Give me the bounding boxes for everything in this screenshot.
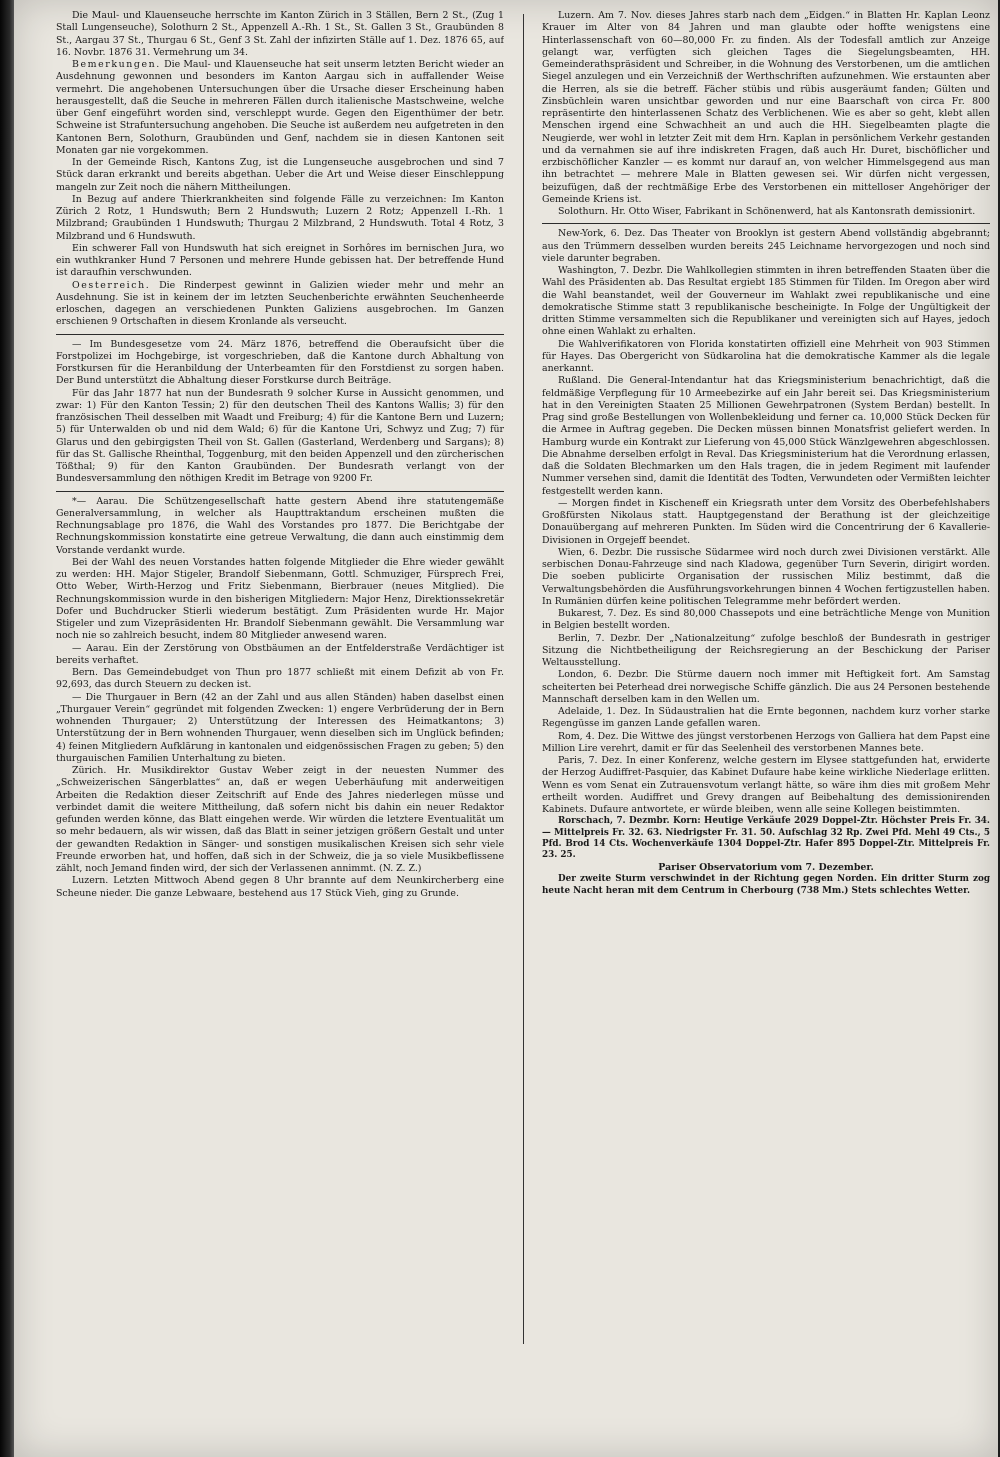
article-paragraph: In der Gemeinde Risch, Kantons Zug, ist die Lungenseuche ausgebrochen und sind 7 Stück daran erkrankt und bereits abgethan. Ueber die Art und Weise dieser Einschleppung mangeln zur Zeit noch die nähern Mittheilungen. [56, 157, 504, 193]
article-paragraph: Luzern. Am 7. Nov. dieses Jahres starb nach dem „Eidgen.“ in Blatten Hr. Kaplan Leonz Krauer im Alter von 84 Jahren und man glaubte oder hoffte wenigstens eine Hinterlassenschaft von 60—80,000 Fr. zu finden. Als der Todesfall amtlich zur Anzeige gelangt war, verfügten sich gleichen Tages die Siegelungsbeamten, HH. Gemeinderathspräsident und Schreiber, in die Wohnung des Verstorbenen, um die amtlichen Siegel anzulegen und ein Verzeichniß der Werthschriften aufzunehmen. Wie erstaunten aber die Herren, als sie die betreff. Fächer stübis und rübis ausgeräumt fanden; Gülten und Zinsbüchlein waren unsichtbar geworden und nur eine Baarschaft von circa Fr. 800 repräsentirte den hinterlassenen Schatz des Verblichenen. Wie es aber so geht, klebt allen Menschen irgend eine Schwachheit an und auch die HH. Siegelbeamten plagte die Neugierde, wer wohl in letzter Zeit mit dem Hrn. Kaplan in persönlichem Verkehr gestanden und da vernahmen sie auf ihre indiskreten Fragen, daß auch Hr. Duret, bischöflicher und erzbischöflicher Kanzler — es kommt nur darauf an, von welcher Himmelsgegend aus man ihn betrachtet — mehrere Male in Blatten gewesen sei. Wir dürfen nicht vergessen, beizufügen, daß der rechtmäßige Erbe des Verstorbenen ein mittelloser Angehöriger der Gemeinde Kriens ist. [542, 10, 990, 205]
article-paragraph: — Morgen findet in Kischeneff ein Kriegsrath unter dem Vorsitz des Oberbefehlshabers Großfürsten Nikolaus statt. Hauptgegenstand der Berathung ist der gleichzeitige Donauübergang auf mehreren Punkten. Im Süden wird die Concentrirung der 6 Kavallerie-Divisionen in Orgejeff beendet. [542, 497, 990, 546]
newspaper-page [14, 0, 998, 1457]
market-report: Rorschach, 7. Dezmbr. Korn: Heutige Verkäufe 2029 Doppel-Ztr. Höchster Preis Fr. 34. — Mittelpreis Fr. 32. 63. Niedrigster Fr. 31. 50. Aufschlag 32 Rp. Zwei Pfd. Mehl 49 Cts., 5 Pfd. Brod 14 Cts. Wochenverkäufe 1304 Doppel-Ztr. Hafer 895 Doppel-Ztr. Mittelpreis Fr. 23. 25. [542, 816, 990, 861]
article-paragraph: Ein schwerer Fall von Hundswuth hat sich ereignet in Sorhôres im bernischen Jura, wo ein wuthkranker Hund 7 Personen und mehrere Hunde gebissen hat. Der betreffende Hund ist daraufhin verschwunden. [56, 242, 504, 279]
article-paragraph: — Im Bundesgesetze vom 24. März 1876, betreffend die Oberaufsicht über die Forstpolizei im Hochgebirge, ist vorgeschrieben, daß die Kantone durch Abhaltung von Forstkursen für die Heranbildung der Unterbeamten für den Forstdienst zu sorgen haben. Der Bund unterstützt die Abhaltung dieser Forstkurse durch Beiträge. [56, 338, 504, 387]
article-paragraph [56, 280, 504, 329]
source-attribution: (N. Z. Z.) [378, 863, 422, 874]
paragraph-text: Zürich. Hr. Musikdirektor Gustav Weber zeigt in der neuesten Nummer des „Schweizerischen Sängerblattes“ an, daß er wegen Ueberhäufung mit anderweitigen Arbeiten die Redaktion dieser Zeitschrift auf Ende des Jahres niederlegen müsse und verbindet damit die weitere Mittheilung, daß sofern nicht bis dahin ein neuer Redaktor gefunden werden könne, das Blatt eingehen werde. Wir würden die letztere Eventualität um so mehr bedauern, als wir wissen, daß das Blatt in seiner jetzigen größern Gestalt und unter der gewandten Redaktion in Sänger- und sonstigen musikalischen Kreisen sich sehr viele Freunde erworben hat, und hoffen, daß sich in der Schweiz, die ja so viele Musikbeflissene zählt, noch Jemand finden wird, der sich der Verlassenen annimmt. [56, 765, 504, 874]
article-paragraph [56, 765, 504, 875]
article-paragraph: Berlin, 7. Dezbr. Der „Nationalzeitung“ zufolge beschloß der Bundesrath in gestriger Sitzung die Nichtbetheiligung der Reichsregierung an der Beschickung der Pariser Weltausstellung. [542, 632, 990, 668]
section-divider [56, 491, 504, 492]
paragraph-text: Die Rinderpest gewinnt in Galizien wieder mehr und mehr an Ausdehnung. Sie ist in keinem der im letzten Seuchenberichte erwähnten Seuchenheerde erloschen, dagegen an verschiedenen Punkten Galiziens ausgebrochen. Im Ganzen erschienen 9 Ortschaften in diesem Kronlande als verseucht. [56, 279, 504, 328]
article-paragraph: In Bezug auf andere Thierkrankheiten sind folgende Fälle zu verzeichnen: Im Kanton Zürich 2 Rotz, 1 Hundswuth; Bern 2 Hundswuth; Luzern 2 Rotz; Appenzell I.-Rh. 1 Milzbrand; Graubünden 1 Hundswuth; Thurgau 2 Milzbrand, 2 Hundswuth. Total 4 Rotz, 3 Milzbrand und 6 Hundswuth. [56, 193, 504, 242]
section-divider [542, 223, 990, 224]
right-column [542, 10, 990, 1450]
article-paragraph: Rom, 4. Dez. Die Wittwe des jüngst verstorbenen Herzogs von Galliera hat dem Papst eine Million Lire verehrt, damit er für das Seelenheil des verstorbenen Mannes bete. [542, 730, 990, 754]
column-divider [523, 14, 524, 1344]
article-paragraph: Bern. Das Gemeindebudget von Thun pro 1877 schließt mit einem Defizit ab von Fr. 92,693, das durch Steuern zu decken ist. [56, 667, 504, 691]
article-paragraph: *— Aarau. Die Schützengesellschaft hatte gestern Abend ihre statutengemäße Generalversammlung, in welcher als Haupttraktandum erscheinen mußten die Rechnungsablage pro 1876, die Wahl des Vorstandes pro 1877. Die Berichtgabe der Rechnungskommission konstatirte eine getreue Verwaltung, die dann auch einstimmig dem Vorstande verdankt wurde. [56, 495, 504, 556]
article-paragraph: Luzern. Letzten Mittwoch Abend gegen 8 Uhr brannte auf dem Neunkircherberg eine Scheune nieder. Die ganze Lebwaare, bestehend aus 17 Stück Vieh, ging zu Grunde. [56, 875, 504, 899]
article-paragraph: Adelaide, 1. Dez. In Südaustralien hat die Ernte begonnen, nachdem kurz vorher starke Regengüsse im ganzen Lande gefallen waren. [542, 706, 990, 730]
article-paragraph: New-York, 6. Dez. Das Theater von Brooklyn ist gestern Abend vollständig abgebrannt; aus den Trümmern desselben wurden bereits 245 Leichname hervorgezogen und noch sind viele darunter begraben. [542, 228, 990, 264]
binding-edge [0, 0, 14, 1457]
article-paragraph: Paris, 7. Dez. In einer Konferenz, welche gestern im Elysee stattgefunden hat, erwiderte der Herzog Audiffret-Pasquier, das Kabinet Dufaure habe keine wirkliche Niederlage erlitten. Wenn es vom Senat ein Zutrauensvotum verlangt hätte, so wäre ihm dies mit großem Mehr ertheilt worden. Audiffret und Grevy drangen auf Beibehaltung des demissionirenden Kabinets. Dufaure antwortete, er würde bleiben, wenn alle seine Kollegen beistimmten. [542, 755, 990, 815]
article-paragraph: Washington, 7. Dezbr. Die Wahlkollegien stimmten in ihren betreffenden Staaten über die Wahl des Präsidenten ab. Das Resultat ergiebt 185 Stimmen für Tilden. Im Oregon aber wird die Wahl beanstandet, weil der Gouverneur im Wahlakt zwei republikanische und eine demokratische Stimme statt 3 republikanische bescheinigte. In Folge der Ungültigkeit der dritten Stimme versammelten sich die Republikaner und vereinigten sich auf Hayes, jedoch ohne einen Wahlakt zu erhalten. [542, 265, 990, 338]
article-paragraph: — Aarau. Ein der Zerstörung von Obstbäumen an der Entfelderstraße Verdächtiger ist bereits verhaftet. [56, 642, 504, 666]
article-paragraph: London, 6. Dezbr. Die Stürme dauern noch immer mit Heftigkeit fort. Am Samstag scheiterten bei Peterhead drei norwegische Schiffe gänzlich. Die aus 24 Personen bestehende Mannschaft derselben kam in den Wellen um. [542, 669, 990, 705]
section-heading: Oesterreich. [72, 279, 151, 291]
article-paragraph: Die Wahlverifikatoren von Florida konstatirten offiziell eine Mehrheit von 903 Stimmen für Hayes. Das Obergericht von Südkarolina hat die demokratische Kammer als die legale anerkannt. [542, 338, 990, 374]
article-paragraph [56, 59, 504, 157]
section-heading: Bemerkungen. [72, 59, 161, 70]
paragraph-text: Die Maul- und Klauenseuche hat seit unserm letzten Bericht wieder an Ausdehnung gewonnen und besonders im Kanton Aargau sich in auffallender Weise vermehrt. Die angehobenen Untersuchungen über die Ursache dieser Erscheinung haben herausgestellt, daß die Seuche in mehreren Fällen durch italienische Mastschweine, welche über Genf eingeführt worden sind, verschleppt wurde. Gegen den Eigenthümer der betr. Schweine ist Strafuntersuchung angehoben. Die Seuche ist außerdem neu aufgetreten in den Kantonen Bern, Solothurn, Graubünden und Genf, nachdem sie in diesen Kantonen seit Monaten gar nie vorgekommen. [56, 59, 504, 156]
left-column [56, 10, 504, 1450]
article-paragraph: Bei der Wahl des neuen Vorstandes hatten folgende Mitglieder die Ehre wieder gewählt zu werden: HH. Major Stigeler, Brandolf Siebenmann, Gottl. Schmuziger, Fürsprech Frei, Otto Weber, Wirth-Herzog und Fritz Siebenmann, Bierbrauer (neues Mitglied). Die Rechnungskommission wurde in den bisherigen Mitgliedern: Major Henz, Direktionssekretär Dofer und Buchdrucker Stierli wiederum bestätigt. Zum Präsidenten wurde Hr. Major Stigeler und zum Vizepräsidenten Hr. Brandolf Siebenmann gewählt. Die Versammlung war noch nie so zahlreich besucht, indem 80 Mitglieder anwesend waren. [56, 556, 504, 642]
weather-report: Der zweite Sturm verschwindet in der Richtung gegen Norden. Ein dritter Sturm zog heute Nacht heran mit dem Centrum in Cherbourg (738 Mm.) Stets schlechtes Wetter. [542, 874, 990, 896]
section-divider [56, 334, 504, 335]
article-paragraph: Für das Jahr 1877 hat nun der Bundesrath 9 solcher Kurse in Aussicht genommen, und zwar: 1) Für den Kanton Tessin; 2) für den deutschen Theil des Kantons Wallis; 3) für den französischen Theil desselben mit Waadt und Freiburg; 4) für die Kantone Bern und Luzern; 5) für Unterwalden ob und nid dem Wald; 6) für die Kantone Uri, Schwyz und Zug; 7) für Glarus und den gebirgigsten Theil von St. Gallen (Gasterland, Werdenberg und Sargans); 8) für das St. Gallische Rheinthal, Toggenburg, mit den beiden Appenzell und den zürcherischen Tößthal; 9) für den Kanton Graubünden. Der Bundesrath verlangt von der Bundesversammlung den nöthigen Kredit im Betrage von 9200 Fr. [56, 387, 504, 485]
observatory-heading: Pariser Observatorium vom 7. Dezember. [658, 861, 874, 873]
article-paragraph: — Die Thurgauer in Bern (42 an der Zahl und aus allen Ständen) haben daselbst einen „Thurgauer Verein“ gegründet mit folgenden Zwecken: 1) engere Verbrüderung der in Bern wohnenden Thurgauer; 2) Unterstützung der Interessen des Heimatkantons; 3) Unterstützung der in Bern wohnenden Thurgauer, wenn dieselben sich im Unglück befinden; 4) feinen Mitgliedern Aufklärung in kantonalen und eidgenössischen Fragen zu geben; 5) den thurgauischen Familien Unterhaltung zu bieten. [56, 691, 504, 764]
article-paragraph: Rußland. Die General-Intendantur hat das Kriegsministerium benachrichtigt, daß die feldmäßige Verpflegung für 10 Armeebezirke auf ein Jahr bereit sei. Das Kriegsministerium hat in den Vereinigten Staaten 25 Millionen Gewehrpatronen (System Berdan) bestellt. In Prag sind große Bestellungen von Wollenbekleidung und ferner ca. 10,000 Stück Decken für die Armee in Auftrag gegeben. Die Decken müssen binnen Monatsfrist geliefert werden. In Hamburg wurde ein Kontrakt zur Lieferung von 45,000 Stück Wänzlgewehren abgeschlossen. Die Abnahme derselben erfolgt in Reval. Das Kriegsministerium hat die Verordnung erlassen, daß die Soldaten Blechmarken um den Hals tragen, die in jedem Regiment mit laufender Nummer versehen sind, damit die Identität des Todten, Verwundeten oder Vermißten leichter festgestellt werden kann. [542, 375, 990, 497]
article-paragraph: Bukarest, 7. Dez. Es sind 80,000 Chassepots und eine beträchtliche Menge von Munition in Belgien bestellt worden. [542, 608, 990, 632]
article-paragraph: Solothurn. Hr. Otto Wiser, Fabrikant in Schönenwerd, hat als Kantonsrath demissionirt. [558, 206, 976, 217]
article-paragraph: Die Maul- und Klauenseuche herrschte im Kanton Zürich in 3 Ställen, Bern 2 St., (Zug 1 Stall Lungenseuche), Solothurn 2 St., Appenzell A.-Rh. 1 St., St. Gallen 3 St., Graubünden 8 St., Aargau 37 St., Thurgau 6 St., Genf 3 St. Zahl der infizirten Ställe auf 1. Dez. 1876 65, auf 16. Novbr. 1876 31. Vermehrung um 34. [56, 10, 504, 58]
article-paragraph: Wien, 6. Dezbr. Die russische Südarmee wird noch durch zwei Divisionen verstärkt. Alle serbischen Donau-Fahrzeuge sind nach Kladowa, gegenüber Turn Severin, dirigirt worden. Die soeben publicirte Organisation der russischen Miliz bestimmt, daß die Verwaltungsbehörden die Ausführungsvorkehrungen binnen 4 Wochen fertigzustellen haben. In Rumänien dürfen keine politischen Telegramme mehr befördert werden. [542, 546, 990, 607]
